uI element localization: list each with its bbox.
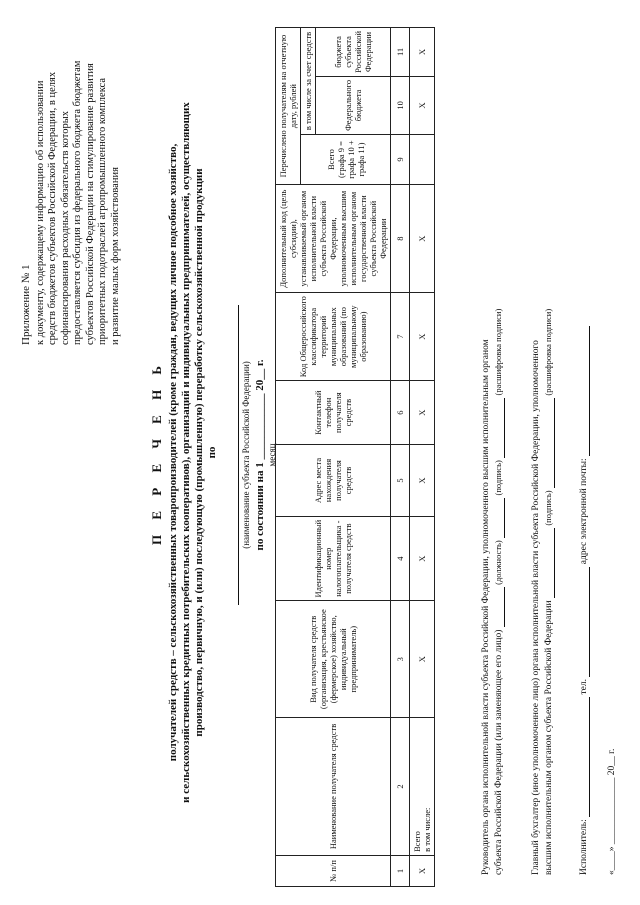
header-including-group: в том числе за счет средств <box>301 28 316 135</box>
signature-caption: (подпись) <box>493 460 503 496</box>
total-row-mark: X <box>410 855 435 886</box>
accountant-signature-block <box>530 35 555 875</box>
date-block <box>606 35 618 875</box>
header-inn: Идентификационный номер налогоплательщика - получателя средств <box>276 516 391 601</box>
cell-empty <box>410 134 435 184</box>
column-number: 6 <box>391 381 410 445</box>
header-recipient-type: Вид получателя средств (организация, крестьянское (фермерское) хозяйство, индивидуальный предприниматель) <box>276 601 391 718</box>
appendix-line: приоритетных подотраслей агропромышленного комплекса <box>97 78 108 345</box>
total-label: Всего <box>412 831 422 852</box>
as-of-date: по состоянии на 1 ____________ 20__ г. <box>254 359 266 551</box>
title-line: получателей средств – сельскохозяйственных товаропроизводителей (кроме граждан, ведущих личное подсобное хозяйство, <box>167 143 179 762</box>
tel-line <box>579 567 590 677</box>
column-number: 3 <box>391 601 410 718</box>
cell-x: X <box>410 28 435 77</box>
month-caption: месяц <box>267 443 277 467</box>
column-number: 7 <box>391 293 410 381</box>
header-oktmo: Код Общероссийского классификатора территорий муниципальных образований (по муниципальному образованию) <box>276 293 391 381</box>
executor-label: Исполнитель: <box>579 819 589 875</box>
position-caption: (должность) <box>493 540 503 585</box>
email-line <box>579 326 590 456</box>
document-title: П Е Р Е Ч Е Н Ь <box>149 359 164 546</box>
header-additional-code: Дополнительный код (цель субсидии), устанавливаемый органом исполнительной власти субъекта Российской Федерации, уполномоченным высшим исполнительным органом государственной власти субъекта Российской Федерации <box>276 185 391 293</box>
title-line: и сельскохозяйственных кредитных потребительских кооперативов), организаций и индивидуальных предпринимателей, осуществляющих <box>180 102 192 803</box>
appendix-line: средств бюджетов субъектов Российской Федерации, в целях <box>47 71 58 345</box>
executor-line <box>579 697 590 817</box>
header-federal-budget: Федерального бюджета <box>316 76 391 134</box>
cell-x: X <box>410 381 435 445</box>
title-po: по <box>206 446 218 459</box>
signature-line <box>494 498 505 538</box>
head-signature-block <box>480 35 505 875</box>
header-transferred-group: Перечислено получателям на отчетную дату, рублей <box>276 28 301 185</box>
column-number: 9 <box>391 134 410 184</box>
tel-label: тел. <box>579 678 589 695</box>
appendix-line: софинансирования расходных обязательств которых <box>59 110 71 345</box>
appendix-line: субъектов Российской Федерации на стимулирование развития <box>84 63 96 345</box>
column-number: 10 <box>391 76 410 134</box>
name-caption: (расшифровка подписи) <box>493 308 503 396</box>
accountant-line-1: Главный бухгалтер (иное уполномоченное лицо) органа исполнительной власти субъекта Российской Федерации, уполномоченного <box>531 340 541 875</box>
cell-x: X <box>410 601 435 718</box>
cell-x: X <box>410 185 435 293</box>
header-address: Адрес места нахождения получателя средств <box>276 445 391 517</box>
cell-x: X <box>410 76 435 134</box>
document-title-block <box>150 40 219 865</box>
head-line-2: субъекта Российской Федерации (или заменяющее его лицо) <box>494 629 504 875</box>
header-num: № п/п <box>276 855 391 886</box>
position-line <box>494 587 505 627</box>
title-line: производство, первичную, и (или) последующую (промышленную) переработку сельскохозяйственной продукции <box>193 168 205 737</box>
appendix-block <box>20 15 122 345</box>
header-recipient-name: Наименование получателя средств <box>276 717 391 855</box>
appendix-line: предоставляется субсидия из федерального бюджета бюджетам <box>72 60 83 345</box>
email-label: адрес электронной почты: <box>579 458 589 565</box>
header-regional-budget: бюджета субъекта Российской Федерации <box>316 28 391 77</box>
including-label: в том числе: <box>422 807 432 852</box>
column-number: 8 <box>391 185 410 293</box>
column-number: 5 <box>391 445 410 517</box>
region-caption: (наименование субъекта Российской Федерации) <box>238 305 252 605</box>
header-phone: Контактный телефон получателя средств <box>276 381 391 445</box>
accountant-signature-caption: (подпись) <box>543 490 553 526</box>
appendix-title: Приложение № 1 <box>20 264 32 345</box>
cell-x: X <box>410 516 435 601</box>
recipients-table <box>275 27 435 887</box>
appendix-line: к документу, содержащему информацию об использовании <box>34 80 46 345</box>
head-line-1: Руководитель органа исполнительной власти субъекта Российской Федерации, уполномоченного высшим исполнительным органом <box>481 339 491 875</box>
column-number: 1 <box>391 855 410 886</box>
accountant-line-2: высшим исполнительным органом субъекта Российской Федерации <box>544 600 554 875</box>
date-line: «____» ______________ 20__ г. <box>607 748 617 875</box>
total-row-label <box>410 717 435 855</box>
column-number: 2 <box>391 717 410 855</box>
accountant-name-line <box>544 398 555 488</box>
appendix-line: и развитие малых форм хозяйствования <box>109 167 121 345</box>
region-block <box>226 305 278 605</box>
column-number: 11 <box>391 28 410 77</box>
cell-x: X <box>410 445 435 517</box>
header-total: Всего (графа 9 = графа 10 + графа 11) <box>301 134 391 184</box>
name-line <box>494 398 505 458</box>
executor-block <box>578 35 590 875</box>
accountant-name-caption: (расшифровка подписи) <box>543 308 553 396</box>
cell-x: X <box>410 293 435 381</box>
accountant-signature-line <box>544 528 555 598</box>
column-number: 4 <box>391 516 410 601</box>
